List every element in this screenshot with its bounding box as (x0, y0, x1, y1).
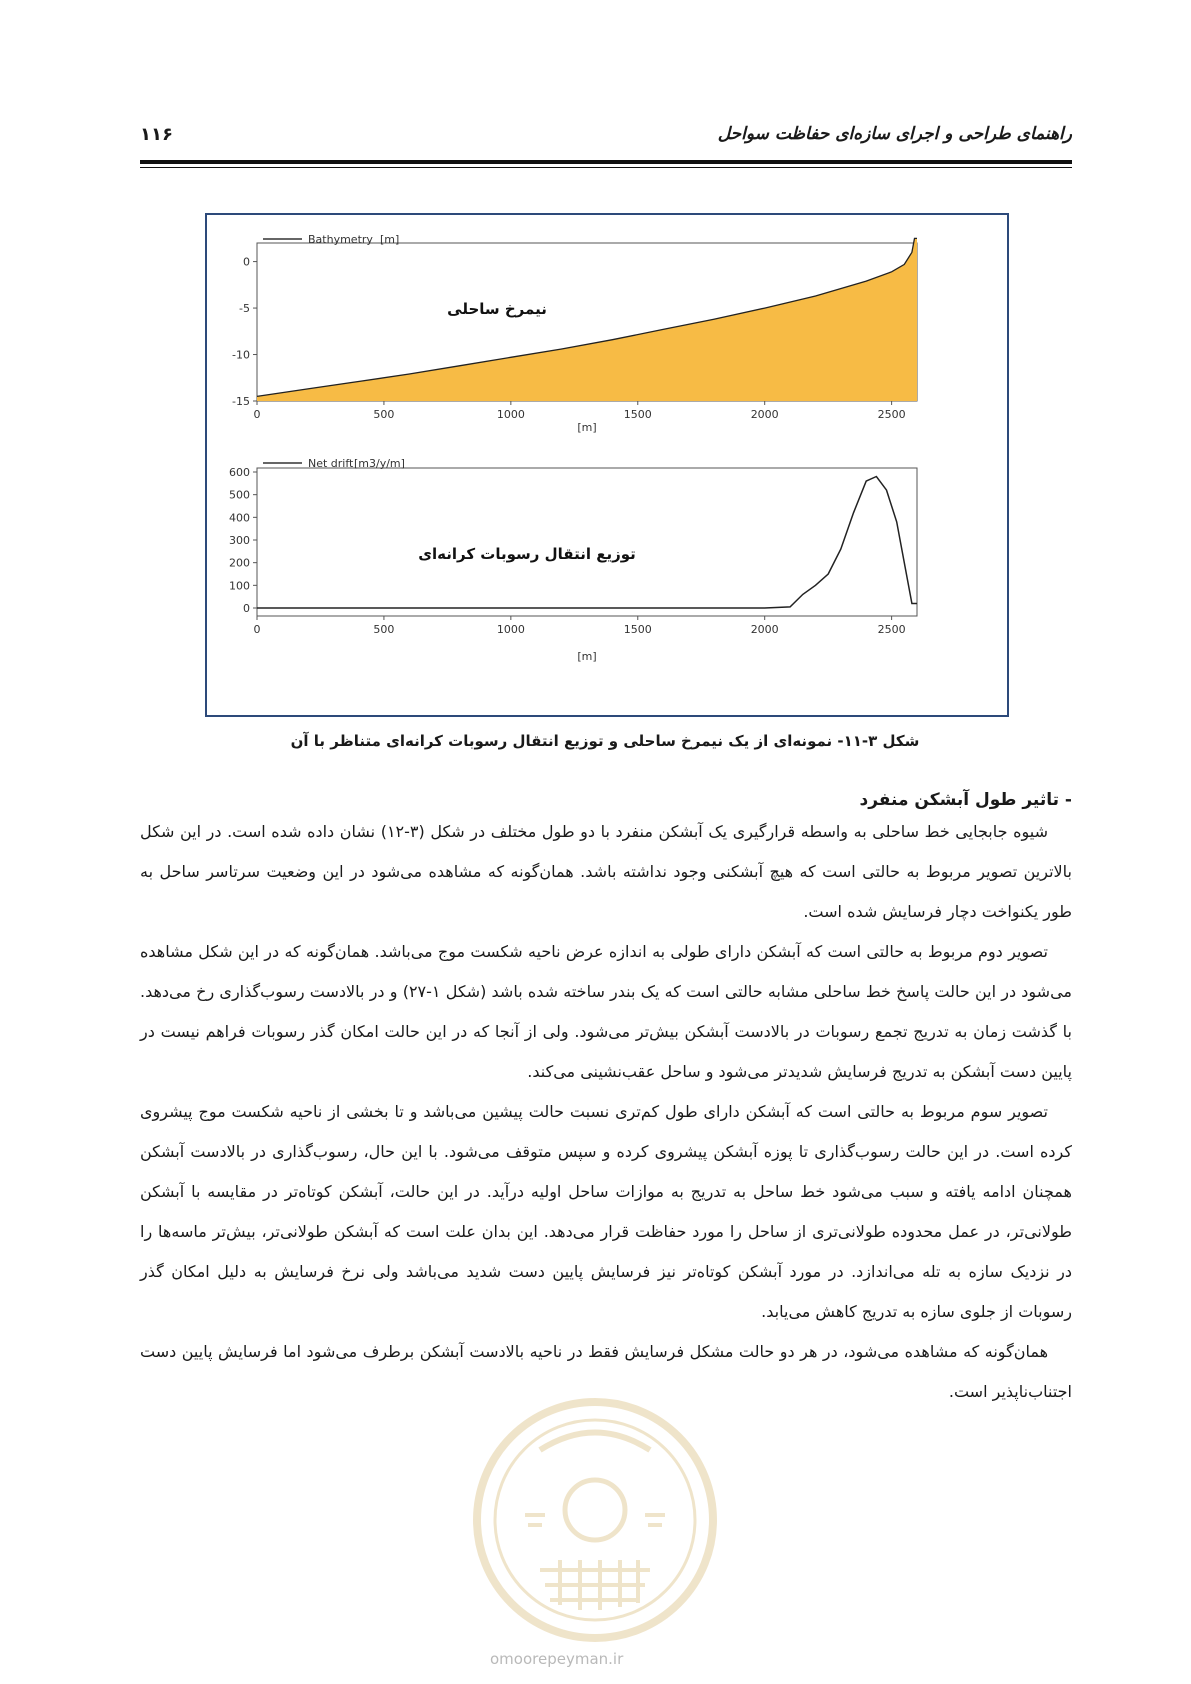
net-drift-line (257, 477, 917, 609)
paragraph: تصویر دوم مربوط به حالتی است که آبشکن دارای طولی به اندازه عرض ناحیه شکست موج می‌باشد. همان‌گونه که در این شکل مشاهده می‌شود در این حالت پاسخ خط ساحلی مشابه حالتی است که یک بندر ساخته شده باشد (شکل ۱-۲۷) و در بالادست رسوب‌گذاری رخ می‌دهد. با گذشت زمان به تدریج تجمع رسوبات در بالادست آبشکن بیش‌تر می‌شود. ولی از آنجا که در این حالت امکان گذر رسوبات فراهم نیست در پایین دست آبشکن به تدریج فرسایش شدیدتر می‌شود و ساحل عقب‌نشینی می‌کند. (140, 942, 1072, 1081)
top-panel (232, 233, 917, 434)
top-annotation: نیمرخ ساحلی (447, 300, 547, 318)
x-tick-label: 0 (253, 408, 261, 421)
header-rule (140, 160, 1072, 164)
figure-chart (207, 215, 1007, 715)
bottom-plot-frame (257, 468, 917, 616)
y-tick-label: 500 (229, 488, 250, 502)
top-legend-label: Bathymetry (308, 233, 373, 246)
bottom-legend-unit: [m3/y/m] (354, 457, 405, 470)
figure-caption: شکل ۳-۱۱- نمونه‌ای از یک نیمرخ ساحلی و توزیع انتقال رسوبات کرانه‌ای متناظر با آن (290, 732, 920, 750)
top-x-axis (254, 401, 906, 421)
paragraph: همان‌گونه که مشاهده می‌شود، در هر دو حالت مشکل فرسایش فقط در ناحیه بالادست آبشکن برطرف می‌شود اما فرسایش پایین دست اجتناب‌ناپذیر است. (140, 1342, 1072, 1401)
watermark-seal-icon (470, 1395, 720, 1645)
x-tick-label: 1500 (623, 623, 652, 636)
x-tick-label: 500 (373, 623, 395, 636)
y-tick-label: 300 (229, 534, 250, 547)
y-tick-label: 100 (229, 579, 250, 593)
bathymetry-area (257, 238, 917, 401)
watermark-url: omoorepeyman.ir (490, 1650, 624, 1668)
y-tick-label: 600 (229, 466, 250, 479)
bottom-x-axis (254, 616, 906, 636)
bottom-x-label: [m] (577, 650, 597, 663)
x-tick-label: 0 (253, 623, 261, 636)
y-tick-label: 400 (229, 511, 250, 525)
top-legend-unit: [m] (380, 233, 400, 246)
bottom-y-axis (229, 466, 257, 615)
y-tick-label: 0 (243, 255, 250, 269)
x-tick-label: 1500 (623, 408, 652, 421)
x-tick-label: 500 (373, 408, 395, 421)
x-tick-label: 2000 (750, 623, 779, 636)
y-tick-label: -15 (232, 395, 250, 408)
running-title: راهنمای طراحی و اجرای سازه‌ای حفاظت سواحل (717, 124, 1072, 144)
bottom-annotation: توزیع انتقال رسوبات کرانه‌ای (418, 545, 636, 563)
paragraph: تصویر سوم مربوط به حالتی است که آبشکن دارای طول کم‌تری نسبت حالت پیشین می‌باشد و تا بخشی از ناحیه شکست موج پیشروی کرده است. در این حالت رسوب‌گذاری تا پوزه آبشکن پیشروی کرده و سپس متوقف می‌شود. با این حال، رسوب‌گذاری در بالادست آبشکن همچنان ادامه یافته و سبب می‌شود خط ساحل به تدریج به موازات ساحل اولیه درآید. در این حالت، آبشکن کوتاه‌تر در مقایسه با آبشکن طولانی‌تر، در عمل محدوده طولانی‌تری از ساحل را مورد حفاظت قرار می‌دهد. این بدان علت است که آبشکن طولانی‌تر، بیش‌تر ماسه‌ها را در نزدیک سازه به تله می‌اندازد. در مورد آبشکن کوتاه‌تر نیز فرسایش پایین دست شدید می‌باشد ولی نرخ فرسایش به دلیل امکان گذر رسوبات از جلوی سازه به تدریج کاهش می‌یابد. (140, 1102, 1072, 1321)
top-y-axis (232, 256, 257, 408)
x-tick-label: 1000 (496, 408, 525, 421)
x-tick-label: 2500 (877, 623, 906, 636)
y-tick-label: -10 (232, 348, 250, 362)
bottom-legend-label: Net drift (308, 457, 354, 470)
page-number: ۱۱۶ (140, 124, 173, 145)
y-tick-label: 200 (229, 556, 250, 570)
page-header (140, 124, 1072, 154)
x-tick-label: 2500 (877, 408, 906, 421)
x-tick-label: 1000 (496, 623, 525, 636)
body-text (140, 812, 1072, 1412)
x-tick-label: 2000 (750, 408, 779, 421)
section-heading: - تاثیر طول آبشکن منفرد (859, 790, 1072, 810)
bottom-panel (229, 457, 917, 663)
y-tick-label: -5 (239, 302, 250, 316)
paragraph: شیوه جابجایی خط ساحلی به واسطه قرارگیری یک آبشکن منفرد با دو طول مختلف در شکل (۳-۱۲) نشان داده شده است. در این شکل بالاترین تصویر مربوط به حالتی است که هیچ آبشکنی وجود نداشته باشد. همان‌گونه که مشاهده می‌شود در این وضعیت سرتاسر ساحل به طور یکنواخت دچار فرسایش شده است. (140, 822, 1072, 921)
top-x-label: [m] (577, 421, 597, 434)
header-rule-thin (140, 167, 1072, 168)
figure-box (205, 213, 1009, 717)
y-tick-label: 0 (243, 602, 250, 615)
